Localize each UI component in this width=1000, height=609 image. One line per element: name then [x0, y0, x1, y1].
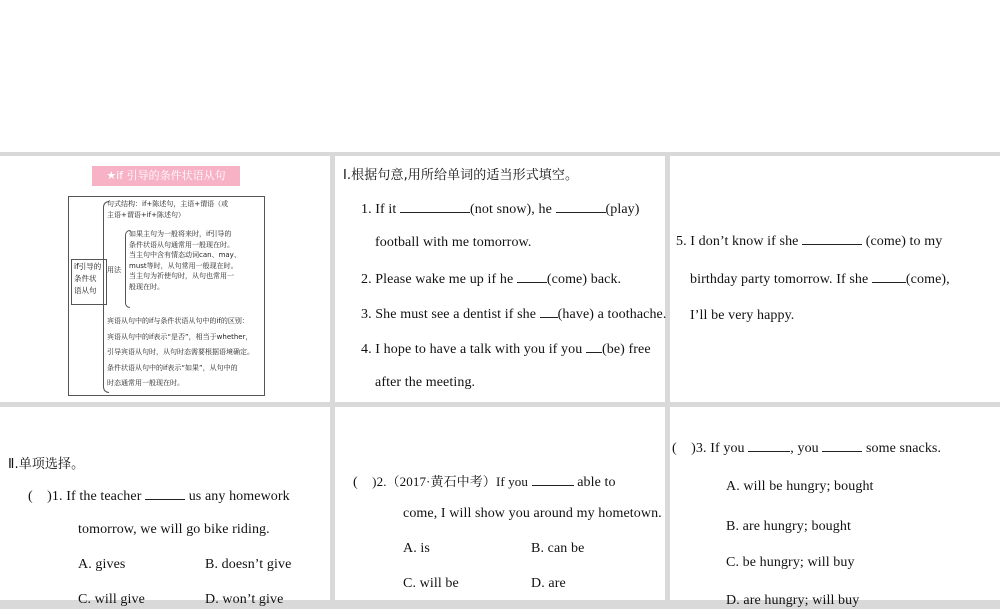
section2-heading: Ⅱ.单项选择。	[8, 457, 85, 472]
q5-line3: I’ll be very happy.	[690, 308, 795, 323]
q5-line1: 5. I don’t know if she (come) to my	[676, 234, 943, 249]
mc-q3-line1: ( )3. If you , you some snacks.	[672, 441, 942, 456]
q2-line: 2. Please wake me up if he (come) back.	[361, 272, 622, 287]
q1-line2: football with me tomorrow.	[375, 235, 532, 250]
mindmap-box	[68, 196, 265, 396]
mc-q2-option-d[interactable]: D. are	[531, 576, 566, 591]
mc-q2-option-c[interactable]: C. will be	[403, 576, 459, 591]
fill-blank-panel-2	[670, 156, 1000, 402]
mindmap-structure: 句式结构：if+陈述句，主语+谓语（或 主语+谓语+if+陈述句）	[107, 200, 229, 219]
mc-q3-option-a[interactable]: A. will be hungry; bought	[726, 479, 874, 494]
mc-q1-option-a[interactable]: A. gives	[78, 557, 126, 572]
mc-q3-option-c[interactable]: C. be hungry; will buy	[726, 555, 855, 570]
q2-blank[interactable]	[517, 270, 547, 283]
choice-panel-1	[0, 407, 330, 607]
mc-q2-blank[interactable]	[532, 473, 574, 486]
mc-q3-blank-1[interactable]	[748, 439, 790, 452]
mc-q2-line2: come, I will show you around my hometown.	[403, 506, 662, 521]
q5-blank-2[interactable]	[872, 270, 906, 283]
mc-q3-option-d[interactable]: D. are hungry; will buy	[726, 593, 860, 608]
q1-blank-1[interactable]	[400, 200, 470, 213]
mc-q3-blank-2[interactable]	[822, 439, 862, 452]
q4-blank[interactable]	[586, 340, 602, 353]
q3-blank[interactable]	[540, 305, 558, 318]
q4-line1: 4. I hope to have a talk with you if you (be) free	[361, 342, 651, 357]
mc-q2-line1: ( )2.（2017·黄石中考）If you able to	[353, 474, 616, 490]
mc-q3-option-b[interactable]: B. are hungry; bought	[726, 519, 851, 534]
mc-q1-option-b[interactable]: B. doesn’t give	[205, 557, 292, 572]
mindmap-title: ★if 引导的条件状语从句	[92, 166, 240, 186]
q1-line1: 1. If it (not snow), he (play)	[361, 202, 640, 217]
fill-blank-panel	[335, 156, 665, 402]
q5-line2: birthday party tomorrow. If she (come),	[690, 272, 950, 287]
mc-q1-line2: tomorrow, we will go bike riding.	[78, 522, 270, 537]
mindmap-difference: 宾语从句中的if与条件状语从句中的if的区别： 宾语从句中的if表示“是否”，相当于whether， 引导宾语从句时，从句时态需要根据语境确定。 条件状语从句中的if表示“如果”，从句中的 时态通常用一般现在时。	[107, 317, 254, 387]
choice-panel-2	[335, 407, 665, 600]
choice-panel-3	[670, 407, 1000, 608]
mindmap-panel	[0, 156, 330, 402]
mindmap-usage-label: 用法	[107, 266, 121, 274]
mc-q2-option-a[interactable]: A. is	[403, 541, 430, 556]
q1-blank-2[interactable]	[556, 200, 606, 213]
q5-blank-1[interactable]	[802, 232, 862, 245]
mc-q1-option-c[interactable]: C. will give	[78, 592, 145, 607]
section1-heading: Ⅰ.根据句意,用所给单词的适当形式填空。	[343, 168, 579, 183]
mc-q1-blank[interactable]	[145, 487, 185, 500]
mc-q1-option-d[interactable]: D. won’t give	[205, 592, 284, 607]
mc-q1-line1: ( )1. If the teacher us any homework	[28, 489, 290, 504]
mindmap-usage: 如果主句为一般将来时，if引导的 条件状语从句通常用一般现在时。 当主句中含有情态动词can、may、 must等时，从句常用一般现在时。 当主句为祈使句时，从句也常用一 般现在时。	[129, 230, 241, 291]
q4-line2: after the meeting.	[375, 375, 476, 390]
mc-q2-option-b[interactable]: B. can be	[531, 541, 585, 556]
mindmap-root: if引导的 条件状 语从句	[71, 259, 107, 305]
q3-line: 3. She must see a dentist if she (have) a toothache.	[361, 307, 667, 322]
top-blank-area	[0, 0, 1000, 152]
